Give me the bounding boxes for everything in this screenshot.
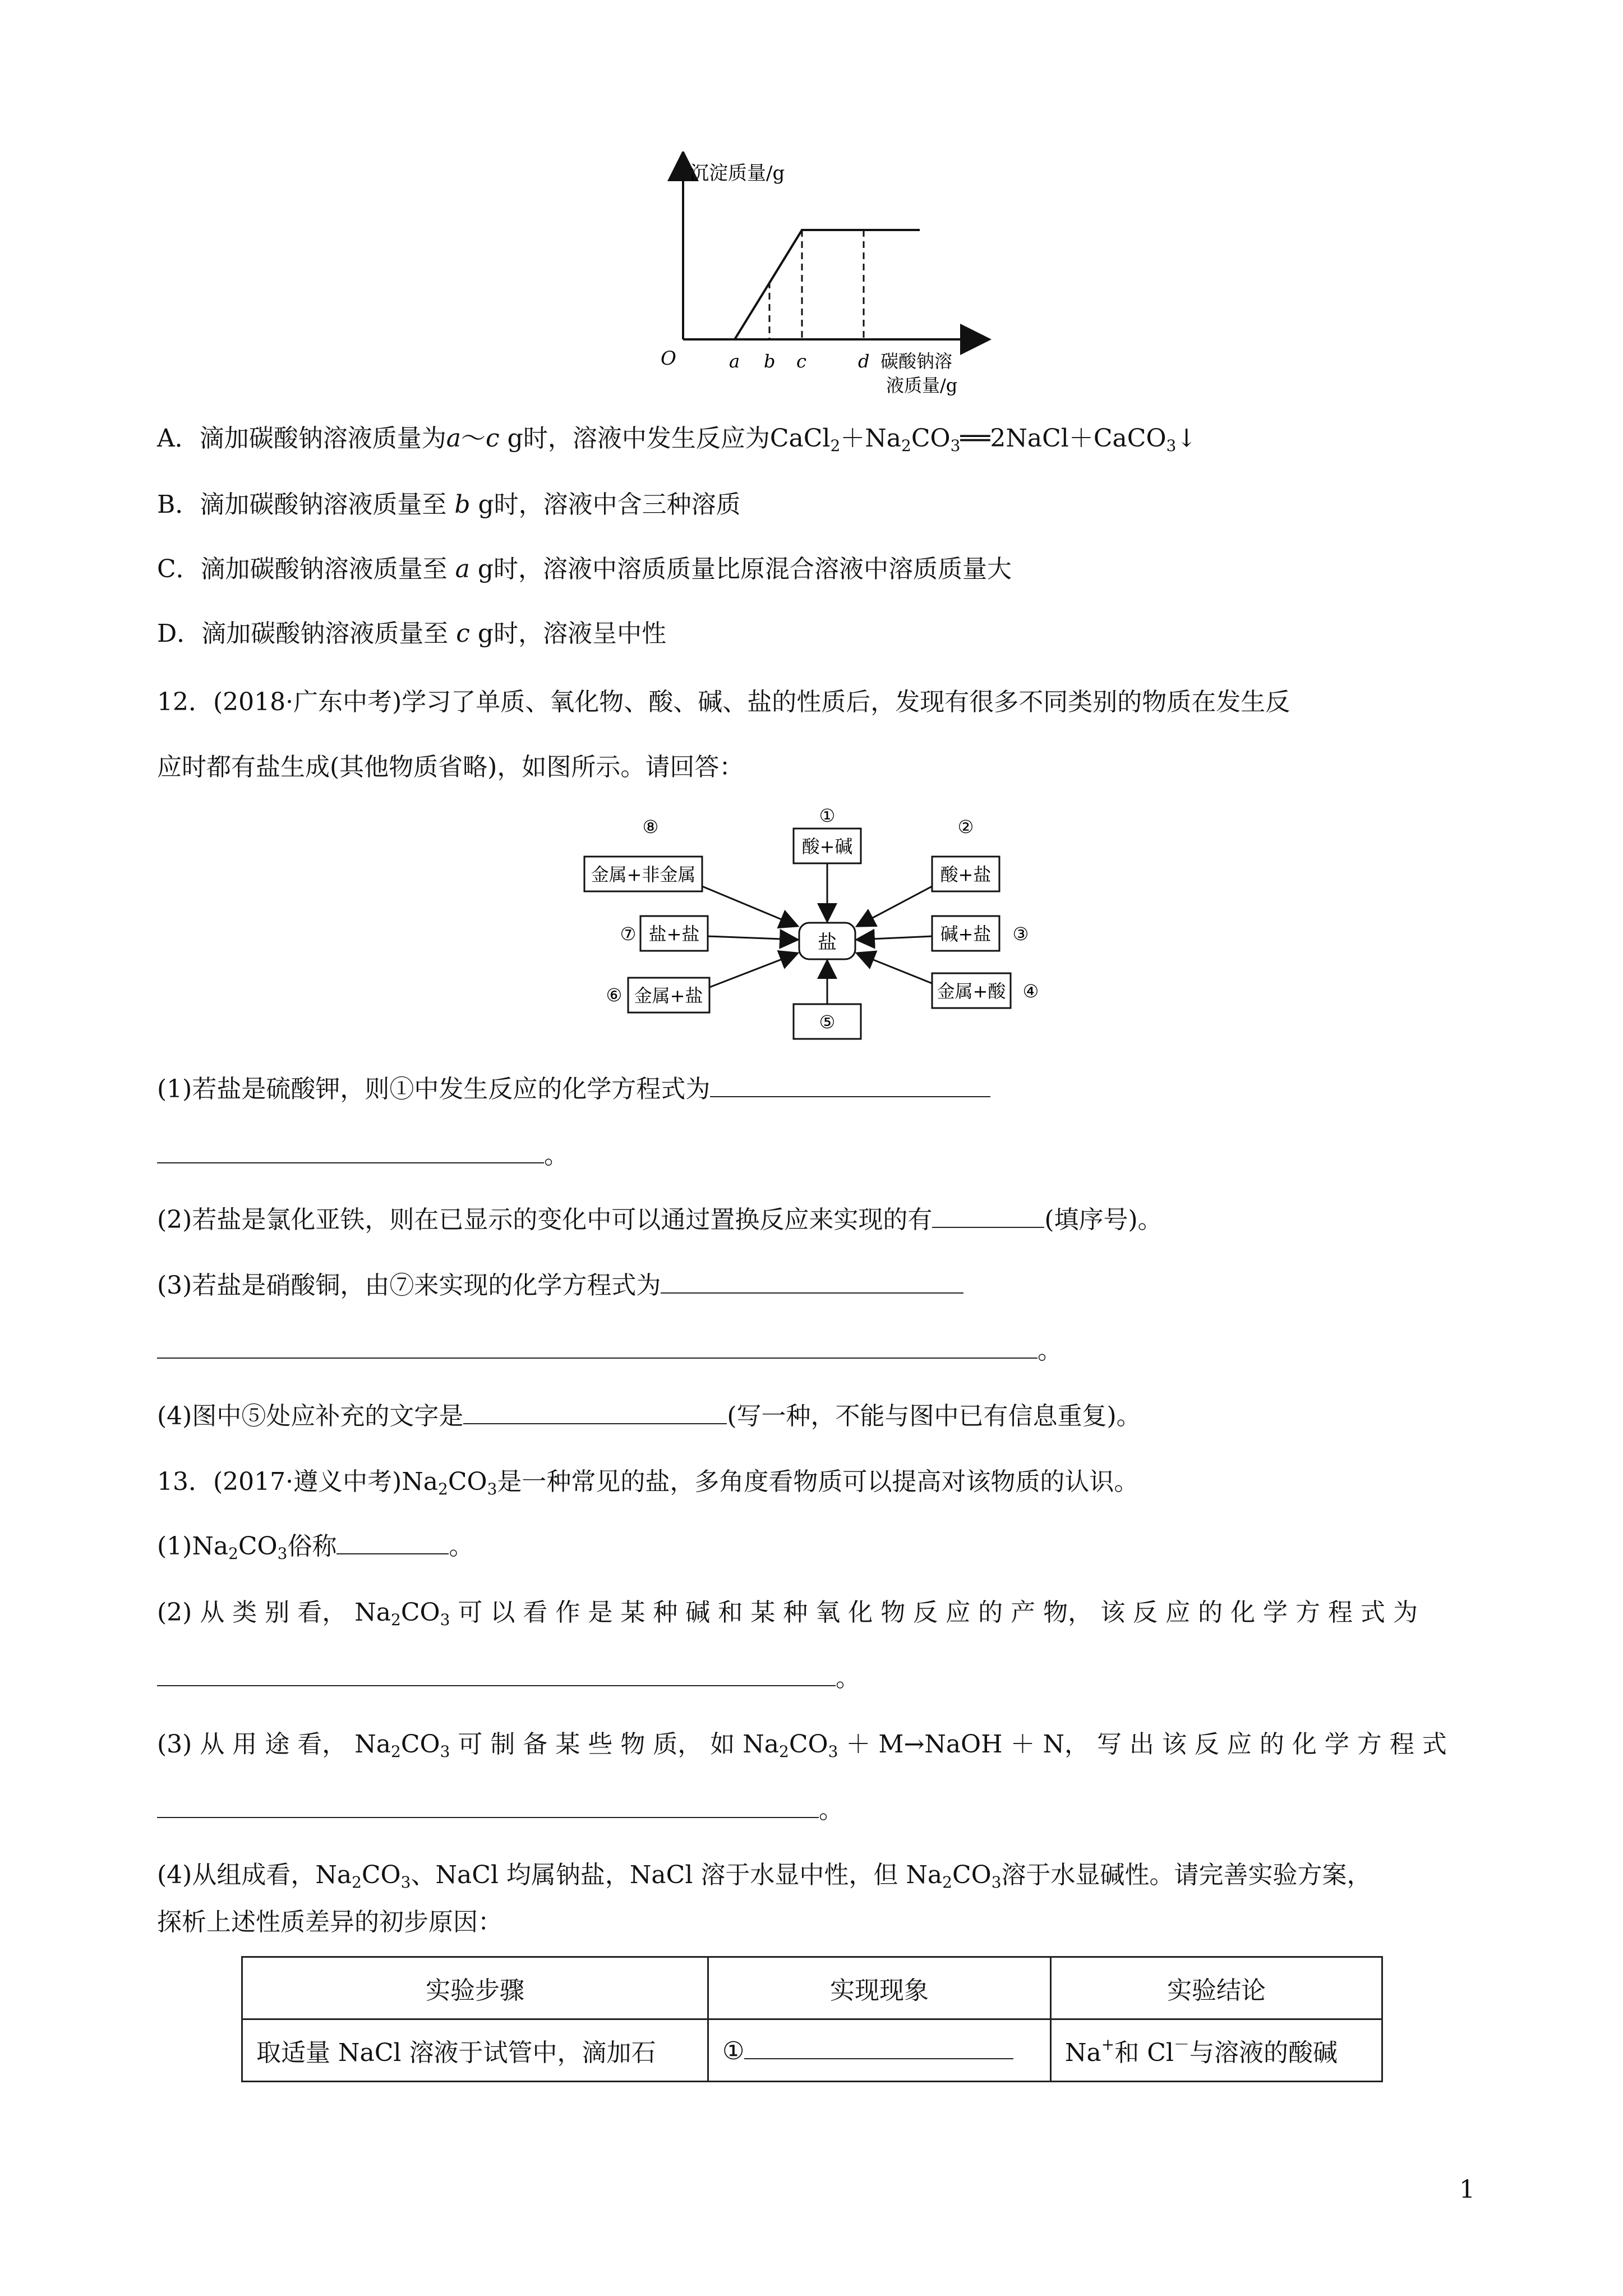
box-4-label: 金属+酸 <box>937 981 1006 1002</box>
q13-line-1: 13．(2017·遵义中考)$Na_2CO_3$是一种常见的盐，多角度看物质可以提高对该物质的认识。 <box>157 1467 1139 1498</box>
q12-s3-cont: 。 <box>157 1334 1062 1368</box>
table-row <box>242 2019 1382 2082</box>
option-b: B．滴加碳酸钠溶液质量至 b g时，溶液中含三种溶质 <box>157 490 741 519</box>
q12-s3: (3)若盐是硝酸铜，由⑦来实现的化学方程式为 <box>157 1269 963 1303</box>
answer-blank[interactable] <box>157 1663 836 1686</box>
answer-blank[interactable] <box>661 1270 963 1294</box>
q12-s1-cont: 。 <box>157 1139 569 1172</box>
num-5: ⑤ <box>819 1011 836 1033</box>
box-3-label: 碱+盐 <box>940 923 992 945</box>
answer-blank[interactable] <box>157 1335 1038 1359</box>
q12-s1: (1)若盐是硫酸钾，则①中发生反应的化学方程式为 <box>157 1073 990 1106</box>
q13-s1: $(1)Na_2CO_3$俗称 。 <box>157 1532 474 1563</box>
q13-s4-line2: 探析上述性质差异的初步原因： <box>157 1908 502 1936</box>
precipitate-curve <box>735 230 920 339</box>
q12-s4: (4)图中⑤处应补充的文字是 (写一种，不能与图中已有信息重复)。 <box>157 1402 1141 1430</box>
answer-blank[interactable] <box>744 2036 1013 2059</box>
table-header-row <box>242 1957 1382 2019</box>
box-1-label: 酸+碱 <box>801 836 853 857</box>
arrow-6 <box>709 954 796 987</box>
y-axis-label: 沉淀质量/g <box>690 162 785 185</box>
num-1: ① <box>819 805 836 826</box>
header-phenomenon: 实现现象 <box>708 1957 1051 2019</box>
box-2-label: 酸+盐 <box>940 864 992 885</box>
answer-blank[interactable] <box>157 1795 819 1818</box>
arrow-7 <box>708 936 796 940</box>
option-c: C．滴加碳酸钠溶液质量至 a g时，溶液中溶质质量比原混合溶液中溶质质量大 <box>157 555 1012 583</box>
tick-b: b <box>764 351 776 372</box>
q13-s2: (2) 从 类 别 看， $Na_2CO_3$ 可 以 看 作 是 某 种 碱 和 某 种 氧 化 物 反 应 的 产 物， 该 反 应 的 化 学 方 程 式 为 <box>157 1598 1418 1629</box>
cell-step: 取适量 NaCl 溶液于试管中，滴加石 <box>242 2019 708 2082</box>
arrow-4 <box>858 954 932 983</box>
q13-s4: (4)从组成看，$Na_2CO_3$、NaCl 均属钠盐，NaCl 溶于水显中性，但 $Na_2CO_3$溶于水显碱性。请完善实验方案， <box>157 1861 1372 1892</box>
answer-blank[interactable] <box>157 1140 544 1163</box>
answer-blank[interactable] <box>710 1074 990 1097</box>
experiment-table <box>241 1956 1383 2082</box>
arrow-2 <box>858 886 932 926</box>
q13-s3-cont: 。 <box>157 1793 843 1827</box>
arrow-8 <box>702 886 796 926</box>
num-3: ③ <box>1012 923 1029 945</box>
center-label: 盐 <box>818 931 837 954</box>
answer-blank[interactable] <box>336 1531 449 1554</box>
tick-d: d <box>858 351 870 372</box>
q12-line-1: 12．(2018·广东中考)学习了单质、氧化物、酸、碱、盐的性质后，发现有很多不同类别的物质在发生反 <box>157 688 1290 716</box>
precipitate-graph <box>617 151 1009 415</box>
cell-conclusion: Na+和 Cl－与溶液的酸碱 <box>1051 2019 1382 2082</box>
header-conclusion: 实验结论 <box>1051 1957 1382 2019</box>
box-6-label: 金属+盐 <box>634 985 703 1006</box>
num-4: ④ <box>1022 981 1039 1002</box>
tick-c: c <box>796 351 806 372</box>
header-step: 实验步骤 <box>242 1957 708 2019</box>
q12-line-2: 应时都有盐生成(其他物质省略)，如图所示。请回答： <box>157 753 744 781</box>
q13-s2-cont: 。 <box>157 1662 860 1695</box>
num-2: ② <box>957 816 974 838</box>
answer-blank[interactable] <box>932 1204 1044 1228</box>
option-a: A．滴加碳酸钠溶液质量为a～c g时，溶液中发生反应为$CaCl_2+Na_2CO_3══2NaCl+CaCO_3↓$ <box>157 424 1197 455</box>
q13-s3: (3) 从 用 途 看， $Na_2CO_3$ 可 制 备 某 些 物 质， 如 $Na_2CO_3$ ＋ M→NaOH ＋ N， 写 出 该 反 应 的 化 学 方 程 式 <box>157 1730 1447 1761</box>
q12-s2: (2)若盐是氯化亚铁，则在已显示的变化中可以通过置换反应来实现的有 (填序号)。 <box>157 1205 1163 1234</box>
option-d: D．滴加碳酸钠溶液质量至 c g时，溶液呈中性 <box>157 619 667 648</box>
x-axis-label-1: 碳酸钠溶 <box>880 351 953 372</box>
x-axis-label-2: 液质量/g <box>886 375 958 396</box>
num-6: ⑥ <box>606 984 623 1006</box>
page-number: 1 <box>1459 2175 1475 2204</box>
answer-blank[interactable] <box>463 1401 727 1424</box>
origin-label: O <box>661 347 676 370</box>
cell-phenomenon: ① <box>708 2019 1051 2082</box>
arrow-3 <box>858 936 932 940</box>
salt-diagram <box>572 805 1077 1052</box>
num-7: ⑦ <box>620 923 637 945</box>
num-8: ⑧ <box>642 816 659 838</box>
box-7-label: 盐+盐 <box>648 923 700 945</box>
tick-a: a <box>729 351 740 372</box>
box-8-label: 金属+非金属 <box>591 864 696 885</box>
